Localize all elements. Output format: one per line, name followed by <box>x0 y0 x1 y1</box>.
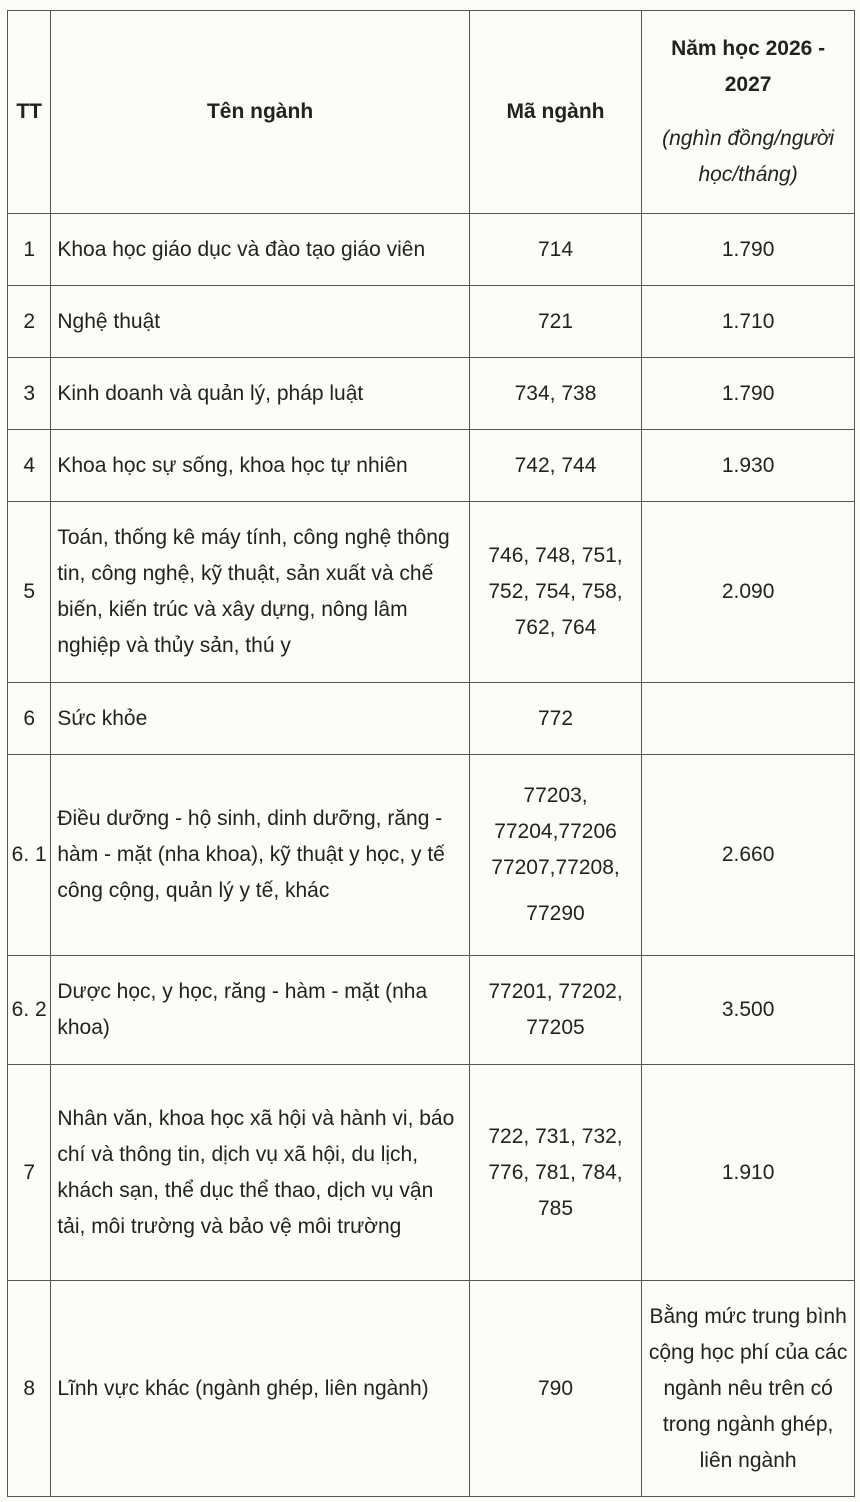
table-row <box>8 286 855 358</box>
row-fee <box>642 683 855 755</box>
row-fee: 1.930 <box>642 430 855 502</box>
row-major-name: Lĩnh vực khác (ngành ghép, liên ngành) <box>51 1281 469 1497</box>
row-major-code <box>469 755 641 956</box>
row-major-name: Khoa học sự sống, khoa học tự nhiên <box>51 430 469 502</box>
row-major-name: Điều dưỡng - hộ sinh, dinh dưỡng, răng - hàm - mặt (nha khoa), kỹ thuật y học, y tế công cộng, quản lý y tế, khác <box>51 755 469 956</box>
row-fee: 2.090 <box>642 502 855 683</box>
row-major-code-list: 77203, 77204,77206 77207,77208, <box>491 784 620 879</box>
header-tt: TT <box>8 11 51 214</box>
row-major-code: 734, 738 <box>469 358 641 430</box>
header-major-code: Mã ngành <box>469 11 641 214</box>
row-major-code: 77201, 77202, 77205 <box>469 956 641 1065</box>
row-major-name: Toán, thống kê máy tính, công nghệ thông tin, công nghệ, kỹ thuật, sản xuất và chế biến, kiến trúc và xây dựng, nông lâm nghiệp và thủy sản, thú y <box>51 502 469 683</box>
row-tt: 1 <box>8 214 51 286</box>
row-major-code: 742, 744 <box>469 430 641 502</box>
row-major-code: 746, 748, 751, 752, 754, 758, 762, 764 <box>469 502 641 683</box>
row-major-code: 714 <box>469 214 641 286</box>
row-tt: 8 <box>8 1281 51 1497</box>
row-fee: 1.790 <box>642 214 855 286</box>
row-fee: Bằng mức trung bình cộng học phí của các ngành nêu trên có trong ngành ghép, liên ngành <box>642 1281 855 1497</box>
row-major-code: 772 <box>469 683 641 755</box>
table-row <box>8 502 855 683</box>
row-major-name: Dược học, y học, răng - hàm - mặt (nha khoa) <box>51 956 469 1065</box>
row-tt: 2 <box>8 286 51 358</box>
row-tt: 5 <box>8 502 51 683</box>
header-row <box>8 11 855 214</box>
row-tt: 4 <box>8 430 51 502</box>
row-tt: 7 <box>8 1065 51 1281</box>
row-major-name: Nghệ thuật <box>51 286 469 358</box>
header-unit-note: (nghìn đồng/người học/tháng) <box>662 127 835 186</box>
table-row <box>8 358 855 430</box>
row-fee: 2.660 <box>642 755 855 956</box>
row-major-name: Kinh doanh và quản lý, pháp luật <box>51 358 469 430</box>
header-major-name: Tên ngành <box>51 11 469 214</box>
header-fee <box>642 11 855 214</box>
row-tt: 6. 1 <box>8 755 51 956</box>
row-major-name: Khoa học giáo dục và đào tạo giáo viên <box>51 214 469 286</box>
row-tt: 6 <box>8 683 51 755</box>
table-row <box>8 1281 855 1497</box>
table-row <box>8 755 855 956</box>
table-row <box>8 956 855 1065</box>
row-tt: 3 <box>8 358 51 430</box>
row-fee: 3.500 <box>642 956 855 1065</box>
row-major-code: 721 <box>469 286 641 358</box>
table-row <box>8 430 855 502</box>
row-tt: 6. 2 <box>8 956 51 1065</box>
row-fee: 1.790 <box>642 358 855 430</box>
header-school-year: Năm học 2026 - 2027 <box>671 37 826 96</box>
row-major-name: Nhân văn, khoa học xã hội và hành vi, báo chí và thông tin, dịch vụ xã hội, du lịch, khách sạn, thể dục thể thao, dịch vụ vận tải, môi trường và bảo vệ môi trường <box>51 1065 469 1281</box>
row-major-code-extra: 77290 <box>526 902 585 925</box>
table-row <box>8 214 855 286</box>
row-fee: 1.910 <box>642 1065 855 1281</box>
table-row <box>8 683 855 755</box>
tuition-fee-table <box>7 10 855 1497</box>
row-major-code: 790 <box>469 1281 641 1497</box>
row-major-code: 722, 731, 732, 776, 781, 784, 785 <box>469 1065 641 1281</box>
row-major-name: Sức khỏe <box>51 683 469 755</box>
table-row <box>8 1065 855 1281</box>
row-fee: 1.710 <box>642 286 855 358</box>
